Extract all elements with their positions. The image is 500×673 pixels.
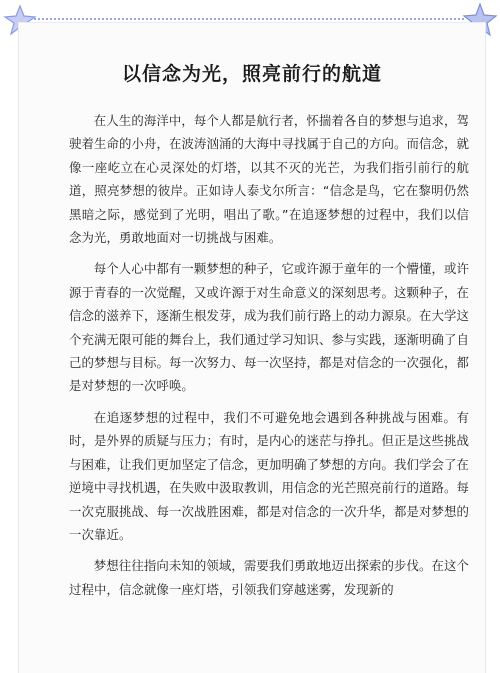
- paragraph: 梦想往往指向未知的领域，需要我们勇敢地迈出探索的步伐。在这个过程中，信念就像一座灯塔，引领我们穿越迷雾，发现新的: [69, 558, 469, 597]
- paragraph: 每个人心中都有一颗梦想的种子，它或许源于童年的一个懵懂，或许源于青春的一次觉醒，又或许源于对生命意义的深刻思考。这颗种子，在信念的滋养下，逐渐生根发芽，成为我们前行路上的动力源泉。在大学这个充满无限可能的舞台上，我们通过学习知识、参与实践，逐渐明确了自己的梦想与目标。每一次努力、每一次坚持，都是对信念的一次强化，都是对梦想的一次呼唤。: [69, 261, 469, 394]
- page-border-top: [26, 18, 464, 20]
- paragraph: 在追逐梦想的过程中，我们不可避免地会遇到各种挑战与困难。有时，是外界的质疑与压力；有时，是内心的迷茫与挣扎。但正是这些挑战与困难，让我们更加坚定了信念，更加明确了梦想的方向。我们学会了在逆境中寻找机遇，在失败中汲取教训，用信念的光芒照亮前行的道路。每一次克服挑战、每一次战胜困难，都是对信念的一次升华，都是对梦想的一次靠近。: [69, 409, 469, 542]
- document-title: 以信念为光，照亮前行的航道: [121, 63, 382, 85]
- document-page: [18, 22, 486, 673]
- paragraph: 在人生的海洋中，每个人都是航行者，怀揣着各自的梦想与追求，驾驶着生命的小舟，在波涛汹涌的大海中寻找属于自己的方向。而信念，就像一座屹立在心灵深处的灯塔，以其不灭的光芒，为我们指引前行的航道，照亮梦想的彼岸。正如诗人泰戈尔所言：“信念是鸟，它在黎明仍然黑暗之际，感觉到了光明，唱出了歌。”在追逐梦想的过程中，我们以信念为光，勇敢地面对一切挑战与困难。: [69, 113, 469, 246]
- document-body: [69, 109, 469, 609]
